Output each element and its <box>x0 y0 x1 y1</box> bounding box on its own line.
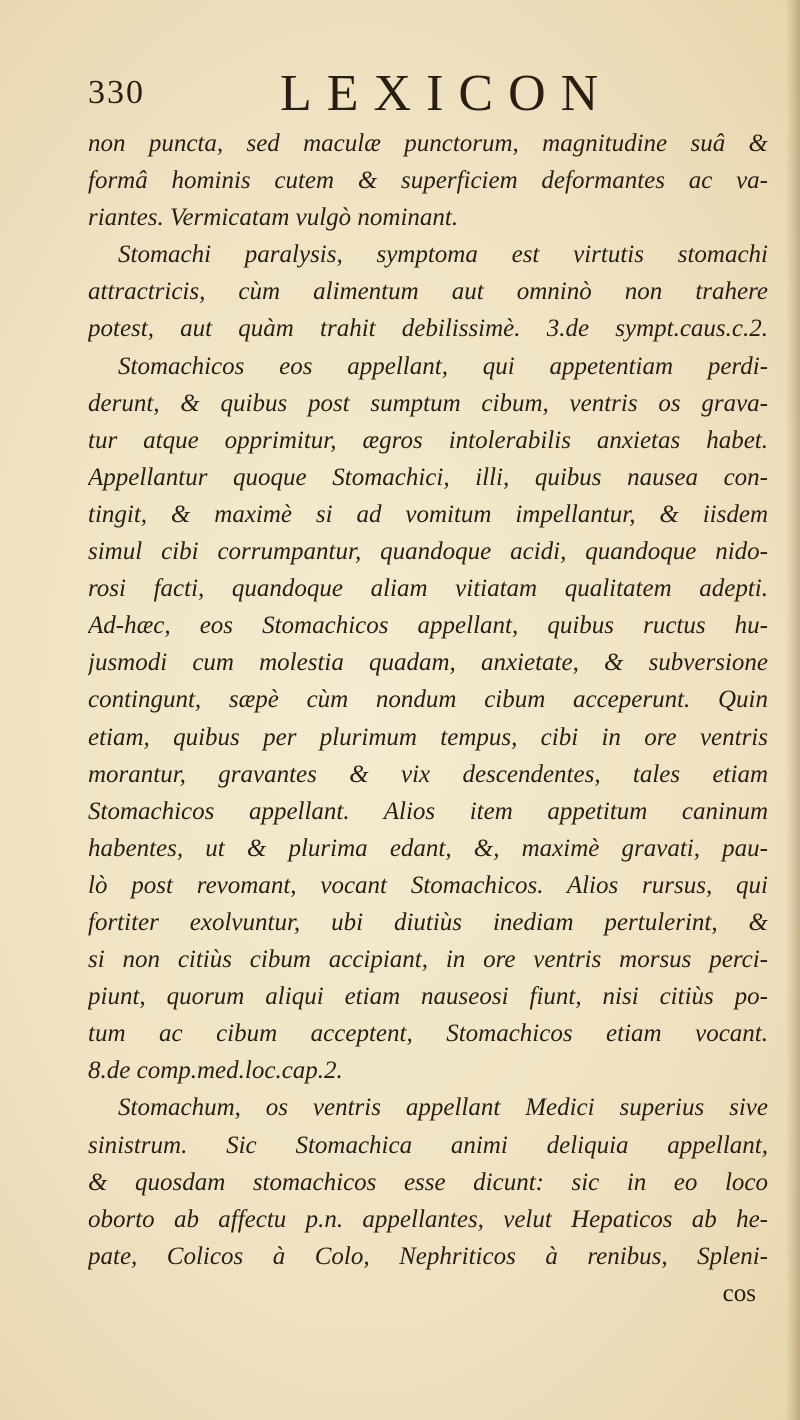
catchword: cos <box>722 1279 756 1307</box>
text-line: formâ hominis cutem & superficiem deformantes ac va- <box>88 167 768 195</box>
text-line: pate, Colicos à Colo, Nephriticos à renibus, Spleni- <box>88 1242 768 1270</box>
page-header <box>88 62 728 122</box>
text-line: non puncta, sed maculæ punctorum, magnitudine suâ & <box>88 130 768 157</box>
text-line: 8.de comp.med.loc.cap.2. <box>88 1057 343 1085</box>
text-line: oborto ab affectu p.n. appellantes, velut Hepaticos ab he- <box>88 1205 768 1233</box>
text-line: riantes. Vermicatam vulgò nominant. <box>88 204 459 232</box>
page-number: 330 <box>88 74 145 111</box>
text-line: jusmodi cum molestia quadam, anxietate, & subversione <box>88 649 768 677</box>
text-line: fortiter exolvuntur, ubi diutiùs inediam pertulerint, & <box>88 908 768 936</box>
text-line: simul cibi corrumpantur, quandoque acidi, quandoque nido- <box>88 538 768 566</box>
page-edge-shadow <box>786 0 800 1420</box>
text-line: Ad-hæc, eos Stomachicos appellant, quibus ructus hu- <box>88 612 768 640</box>
text-line: Stomachum, os ventris appellant Medici superius sive <box>118 1094 768 1122</box>
text-line: Stomachicos appellant. Alios item appetitum caninum <box>88 797 768 825</box>
text-line: morantur, gravantes & vix descendentes, tales etiam <box>88 760 768 788</box>
text-line: etiam, quibus per plurimum tempus, cibi in ore ventris <box>88 723 768 751</box>
text-line: tum ac cibum acceptent, Stomachicos etiam vocant. <box>88 1020 768 1048</box>
text-line: si non citiùs cibum accipiant, in ore ventris morsus perci- <box>88 946 768 974</box>
text-line: habentes, ut & plurima edant, &, maximè gravati, pau- <box>88 834 768 862</box>
text-line: Stomachicos eos appellant, qui appetentiam perdi- <box>118 352 768 380</box>
body-text <box>88 125 768 1312</box>
text-line: piunt, quorum aliqui etiam nauseosi fiunt, nisi citiùs po- <box>88 983 768 1011</box>
text-line: contingunt, sæpè cùm nondum cibum acceperunt. Quin <box>88 686 768 714</box>
text-line: potest, aut quàm trahit debilissimè. 3.de sympt.caus.c.2. <box>88 315 768 343</box>
text-line: rosi facti, quandoque aliam vitiatam qualitatem adepti. <box>88 575 768 603</box>
text-line: derunt, & quibus post sumptum cibum, ventris os grava- <box>88 389 768 417</box>
running-title: LEXICON <box>280 65 614 122</box>
text-line: tingit, & maximè si ad vomitum impellantur, & iisdem <box>88 500 768 528</box>
text-line: Appellantur quoque Stomachici, illi, quibus nausea con- <box>88 463 768 491</box>
text-line: lò post revomant, vocant Stomachicos. Alios rursus, qui <box>88 871 768 899</box>
text-line: sinistrum. Sic Stomachica animi deliquia appellant, <box>88 1131 768 1159</box>
text-line: attractricis, cùm alimentum aut omninò non trahere <box>88 278 768 306</box>
text-line: & quosdam stomachicos esse dicunt: sic in eo loco <box>88 1168 768 1196</box>
text-line: Stomachi paralysis, symptoma est virtutis stomachi <box>118 241 768 269</box>
text-line: tur atque opprimitur, ægros intolerabilis anxietas habet. <box>88 426 768 454</box>
